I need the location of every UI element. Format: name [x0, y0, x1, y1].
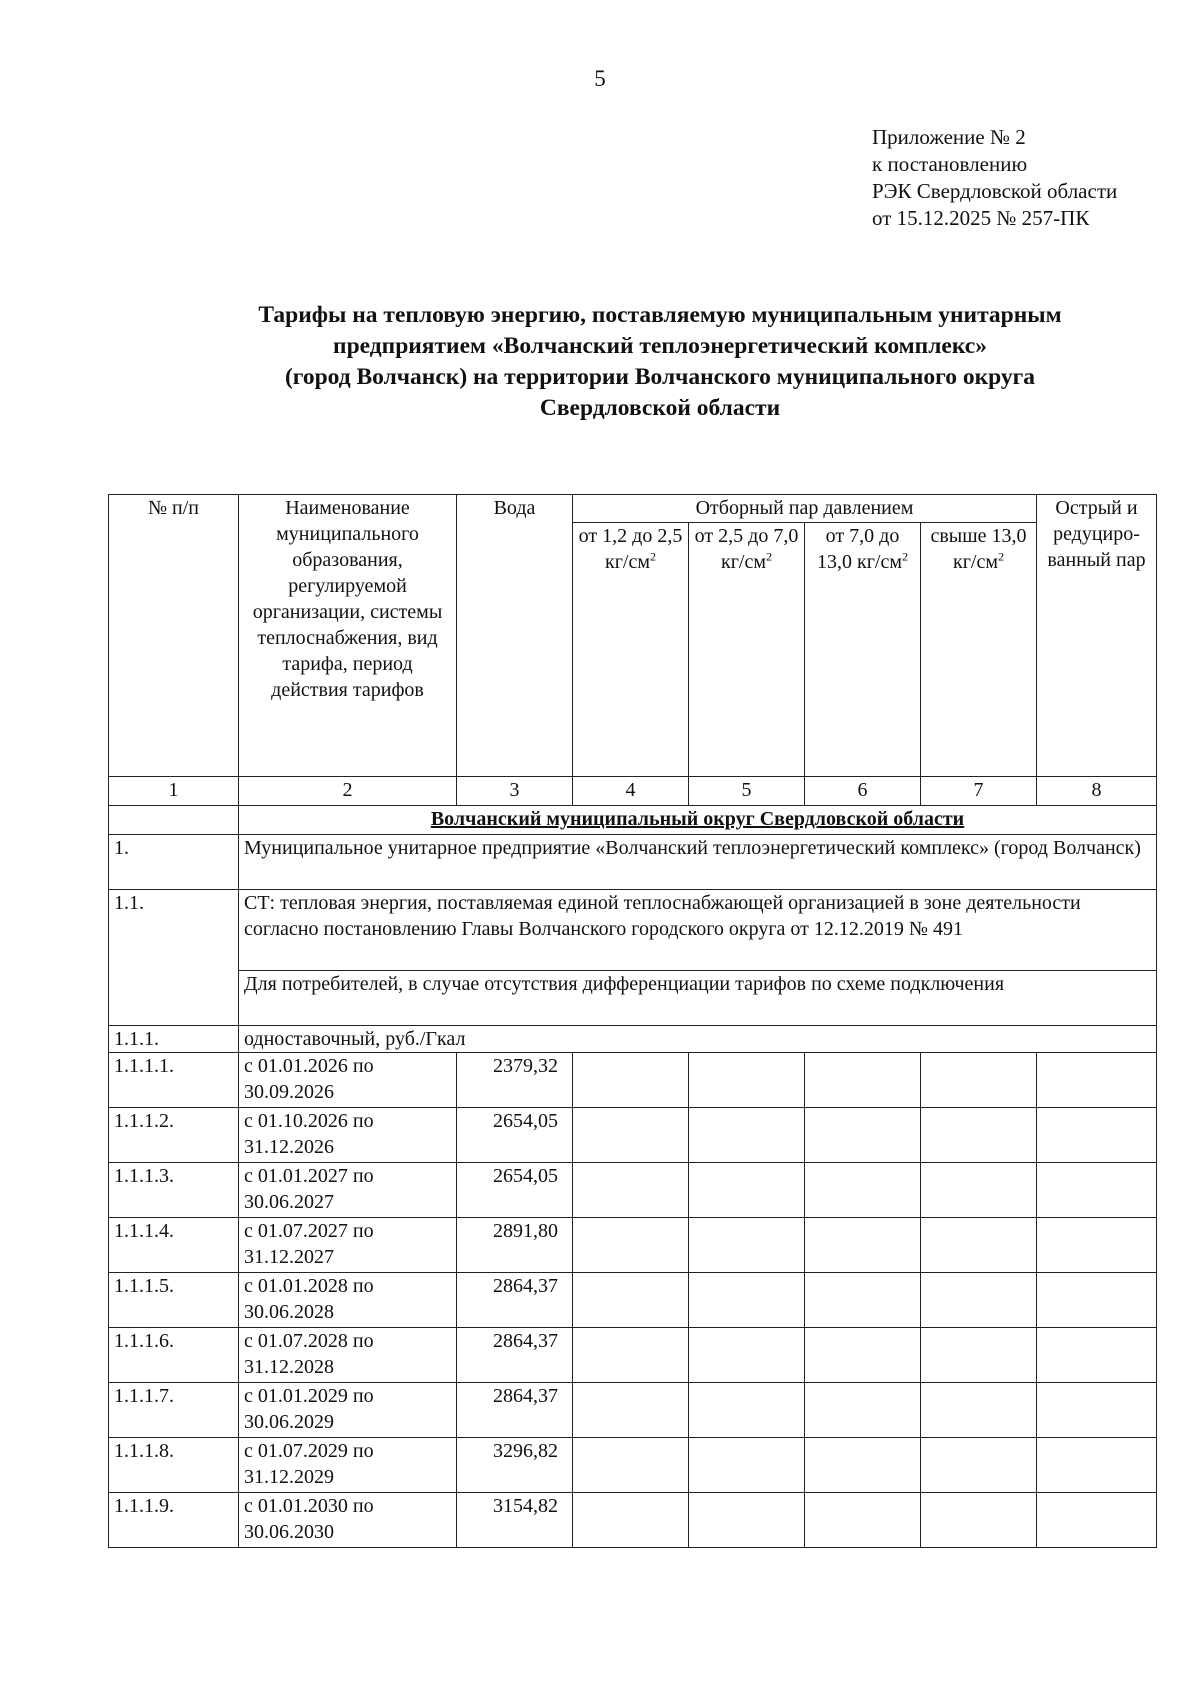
table-row [109, 1053, 1157, 1108]
appendix-line: Приложение № 2 [872, 125, 1026, 149]
row-empty-cell [805, 1383, 921, 1438]
system-num: 1.1. [109, 890, 239, 1026]
row-num: 1.1.1.5. [109, 1273, 239, 1328]
tariff-table [108, 494, 1157, 1548]
row-period: с 01.01.2029 по 30.06.2029 [239, 1383, 457, 1438]
row-num: 1.1.1.3. [109, 1163, 239, 1218]
row-water-tariff: 2654,05 [457, 1163, 573, 1218]
row-empty-cell [1037, 1438, 1157, 1493]
row-num: 1.1.1.1. [109, 1053, 239, 1108]
title-line: (город Волчанск) на территории Волчанского муниципального округа [284, 364, 1036, 390]
row-num: 1.1.1.6. [109, 1328, 239, 1383]
row-empty-cell [805, 1163, 921, 1218]
row-empty-cell [689, 1163, 805, 1218]
row-num: 1.1.1.2. [109, 1108, 239, 1163]
row-water-tariff: 3296,82 [457, 1438, 573, 1493]
title-line: Тарифы на тепловую энергию, поставляемую муниципальным унитарным [258, 302, 1062, 328]
row-num: 1.1.1.8. [109, 1438, 239, 1493]
row-empty-cell [689, 1438, 805, 1493]
header-water: Вода [457, 495, 573, 777]
consumers-note: Для потребителей, в случае отсутствия дифференциации тарифов по схеме подключения [239, 971, 1157, 1026]
table-row [109, 1163, 1157, 1218]
header-pressure-4: свыше 13,0 $кг/см^2$ [921, 523, 1037, 777]
table-row [109, 1383, 1157, 1438]
column-number: 5 [689, 777, 805, 806]
table-row [109, 1218, 1157, 1273]
row-water-tariff: 2864,37 [457, 1383, 573, 1438]
row-empty-cell [921, 1438, 1037, 1493]
row-empty-cell [1037, 1108, 1157, 1163]
tariff-type-num: 1.1.1. [109, 1026, 239, 1053]
row-empty-cell [573, 1328, 689, 1383]
row-empty-cell [689, 1273, 805, 1328]
org-num: 1. [109, 835, 239, 890]
appendix-line: от 15.12.2025 № 257-ПК [872, 206, 1090, 230]
tariff-type-label: одноставочный, руб./Гкал [239, 1026, 1157, 1053]
row-empty-cell [689, 1493, 805, 1548]
row-empty-cell [805, 1493, 921, 1548]
row-period: с 01.07.2027 по 31.12.2027 [239, 1218, 457, 1273]
column-number: 6 [805, 777, 921, 806]
row-empty-cell [1037, 1218, 1157, 1273]
column-number: 8 [1037, 777, 1157, 806]
row-empty-cell [573, 1493, 689, 1548]
row-empty-cell [689, 1053, 805, 1108]
column-number: 4 [573, 777, 689, 806]
row-empty-cell [921, 1163, 1037, 1218]
title-line: Свердловской области [539, 395, 781, 421]
row-water-tariff: 2379,32 [457, 1053, 573, 1108]
row-empty-cell [921, 1328, 1037, 1383]
row-empty-cell [573, 1108, 689, 1163]
table-row [109, 1493, 1157, 1548]
row-empty-cell [1037, 1053, 1157, 1108]
row-empty-cell [573, 1383, 689, 1438]
row-period: с 01.01.2028 по 30.06.2028 [239, 1273, 457, 1328]
table-row [109, 1438, 1157, 1493]
row-empty-cell [689, 1383, 805, 1438]
header-pressure-group: Отборный пар давлением [573, 495, 1037, 523]
column-number: 2 [239, 777, 457, 806]
row-period: с 01.07.2028 по 31.12.2028 [239, 1328, 457, 1383]
row-period: с 01.01.2026 по 30.09.2026 [239, 1053, 457, 1108]
row-empty-cell [805, 1108, 921, 1163]
row-empty-cell [921, 1383, 1037, 1438]
table-row [109, 1108, 1157, 1163]
row-empty-cell [689, 1328, 805, 1383]
row-empty-cell [805, 1218, 921, 1273]
table-row [109, 1273, 1157, 1328]
region-label: Волчанский муниципальный округ Свердловской области [239, 806, 1157, 835]
row-empty-cell [1037, 1163, 1157, 1218]
header-name: Наименование муниципального образования, регулируемой организации, системы теплоснабжения, вид тарифа, период действия тарифов [239, 495, 457, 777]
row-empty-cell [921, 1218, 1037, 1273]
column-number: 1 [109, 777, 239, 806]
row-num: 1.1.1.9. [109, 1493, 239, 1548]
table-row [109, 1328, 1157, 1383]
row-empty-cell [689, 1218, 805, 1273]
row-empty-cell [921, 1053, 1037, 1108]
appendix-line: РЭК Свердловской области [872, 179, 1118, 203]
row-water-tariff: 2654,05 [457, 1108, 573, 1163]
row-empty-cell [573, 1438, 689, 1493]
row-num: 1.1.1.7. [109, 1383, 239, 1438]
row-period: с 01.10.2026 по 31.12.2026 [239, 1108, 457, 1163]
row-empty-cell [921, 1273, 1037, 1328]
document-title [140, 300, 1180, 424]
row-water-tariff: 3154,82 [457, 1493, 573, 1548]
column-number: 7 [921, 777, 1037, 806]
row-empty-cell [573, 1163, 689, 1218]
row-empty-cell [1037, 1493, 1157, 1548]
org-name: Муниципальное унитарное предприятие «Волчанский теплоэнергетический комплекс» (город Волчанск) [239, 835, 1157, 890]
row-empty-cell [805, 1438, 921, 1493]
row-period: с 01.01.2027 по 30.06.2027 [239, 1163, 457, 1218]
row-water-tariff: 2864,37 [457, 1273, 573, 1328]
header-pressure-1: от 1,2 до 2,5 $кг/см^2$ [573, 523, 689, 777]
region-num-cell [109, 806, 239, 835]
header-pressure-3: от 7,0 до 13,0 $кг/см^2$ [805, 523, 921, 777]
system-description: СТ: тепловая энергия, поставляемая единой теплоснабжающей организацией в зоне деятельности согласно постановлению Главы Волчанского городского округа от 12.12.2019 № 491 [239, 890, 1157, 971]
row-empty-cell [573, 1218, 689, 1273]
row-empty-cell [573, 1273, 689, 1328]
row-empty-cell [921, 1493, 1037, 1548]
row-empty-cell [805, 1053, 921, 1108]
row-empty-cell [1037, 1273, 1157, 1328]
row-empty-cell [1037, 1383, 1157, 1438]
row-num: 1.1.1.4. [109, 1218, 239, 1273]
row-water-tariff: 2891,80 [457, 1218, 573, 1273]
row-empty-cell [573, 1053, 689, 1108]
row-empty-cell [1037, 1328, 1157, 1383]
appendix-reference [872, 124, 1117, 232]
header-pressure-2: от 2,5 до 7,0 $кг/см^2$ [689, 523, 805, 777]
header-steam: Острый и редуциро-ванный пар [1037, 495, 1157, 777]
title-line: предприятием «Волчанский теплоэнергетический комплекс» [333, 333, 987, 359]
appendix-line: к постановлению [872, 152, 1028, 176]
page-number: 5 [594, 66, 606, 91]
column-number: 3 [457, 777, 573, 806]
header-num: № п/п [109, 495, 239, 777]
row-empty-cell [805, 1328, 921, 1383]
row-period: с 01.07.2029 по 31.12.2029 [239, 1438, 457, 1493]
row-empty-cell [689, 1108, 805, 1163]
row-water-tariff: 2864,37 [457, 1328, 573, 1383]
row-empty-cell [921, 1108, 1037, 1163]
row-empty-cell [805, 1273, 921, 1328]
row-period: с 01.01.2030 по 30.06.2030 [239, 1493, 457, 1548]
